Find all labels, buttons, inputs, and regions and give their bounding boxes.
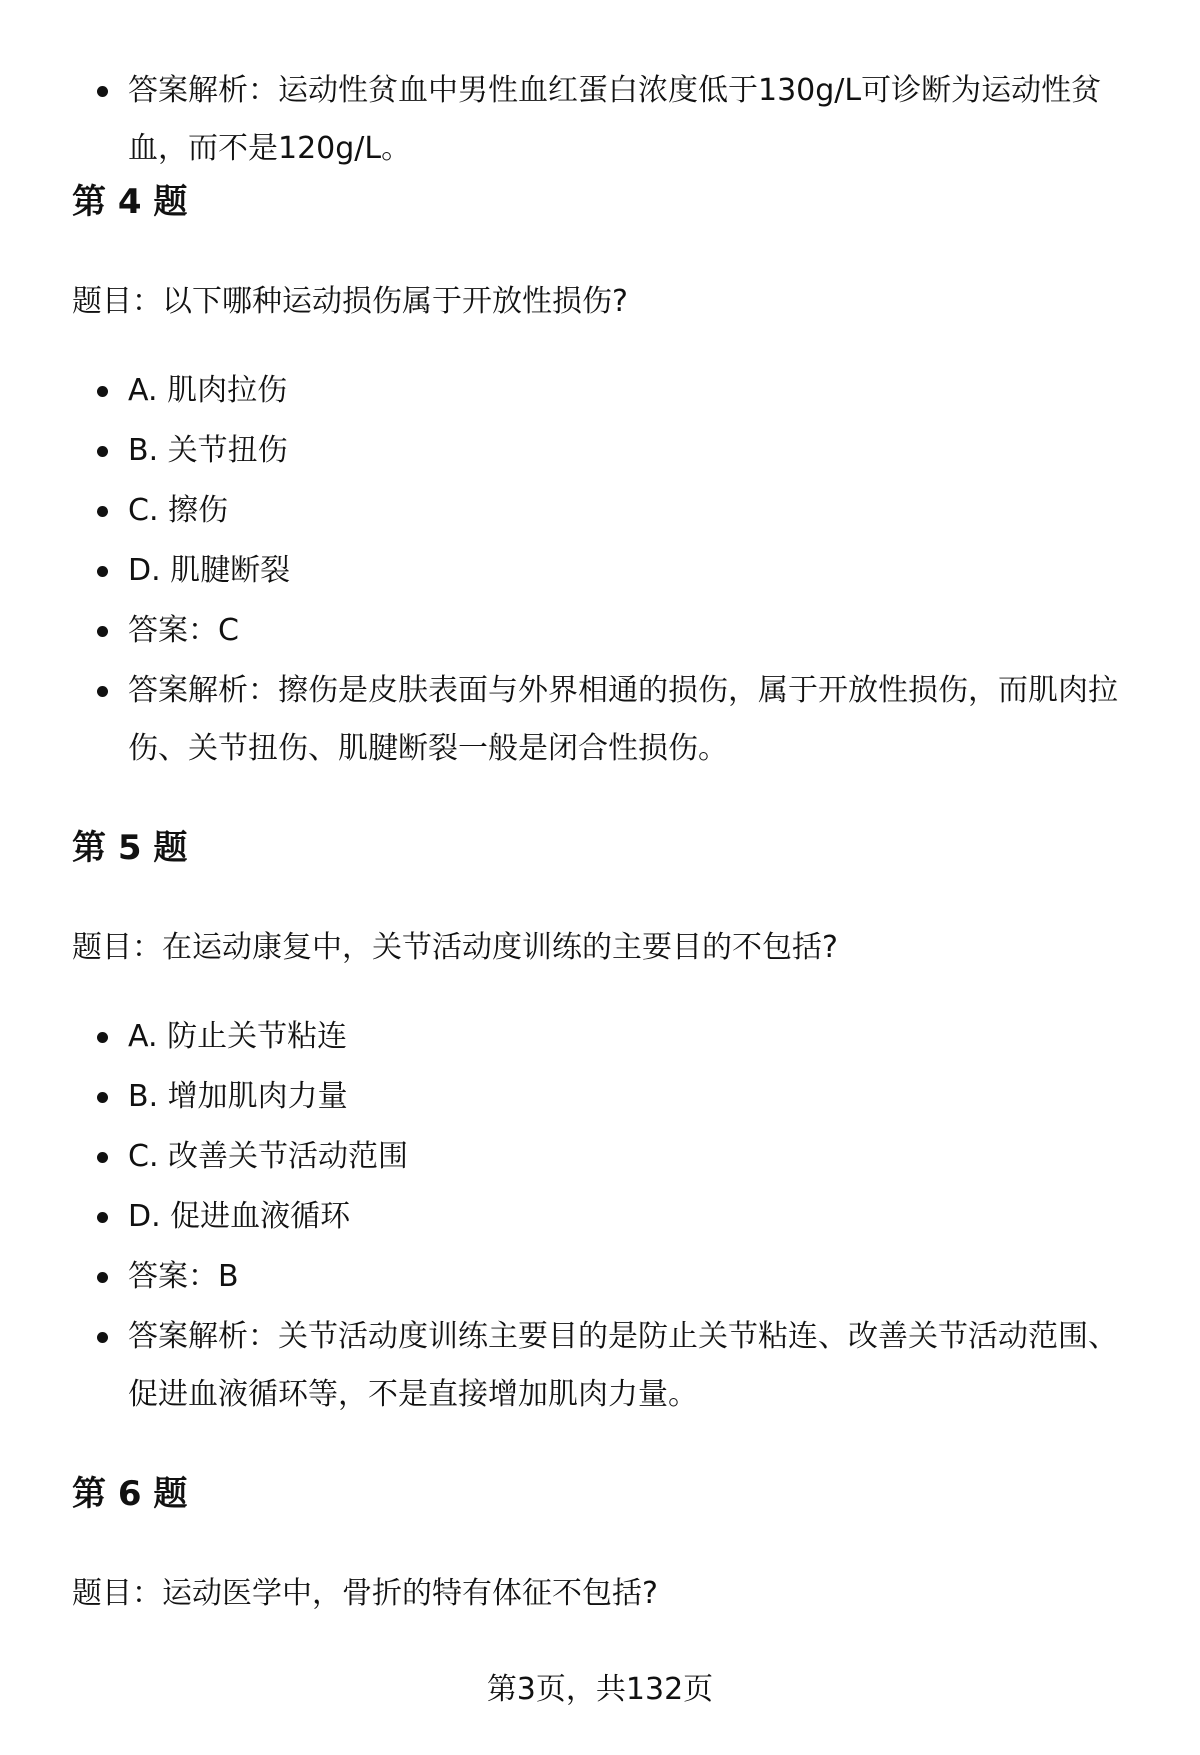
question-6 xyxy=(72,1470,1142,1618)
option-b: B. 关节扭伤 xyxy=(72,422,1142,480)
q3-tail-list xyxy=(72,62,1142,178)
option-c: C. 改善关节活动范围 xyxy=(72,1128,1142,1186)
answer: 答案：C xyxy=(72,602,1142,660)
q3-explanation: 答案解析：运动性贫血中男性血红蛋白浓度低于130g/L可诊断为运动性贫血，而不是120g/L。 xyxy=(72,62,1142,178)
question-heading: 第 5 题 xyxy=(72,828,188,868)
option-b: B. 增加肌肉力量 xyxy=(72,1068,1142,1126)
answer-explanation: 答案解析：关节活动度训练主要目的是防止关节粘连、改善关节活动范围、促进血液循环等，不是直接增加肌肉力量。 xyxy=(72,1308,1142,1424)
page-content xyxy=(72,62,1142,1664)
question-stem: 题目：在运动康复中，关节活动度训练的主要目的不包括? xyxy=(72,930,838,965)
question-options xyxy=(72,1008,1142,1424)
question-5 xyxy=(72,824,1142,1424)
answer-explanation: 答案解析：擦伤是皮肤表面与外界相通的损伤，属于开放性损伤，而肌肉拉伤、关节扭伤、肌腱断裂一般是闭合性损伤。 xyxy=(72,662,1142,778)
question-heading: 第 4 题 xyxy=(72,182,188,222)
option-c: C. 擦伤 xyxy=(72,482,1142,540)
option-a: A. 肌肉拉伤 xyxy=(72,362,1142,420)
option-d: D. 促进血液循环 xyxy=(72,1188,1142,1246)
question-options xyxy=(72,362,1142,778)
question-stem: 题目：运动医学中，骨折的特有体征不包括? xyxy=(72,1576,658,1611)
question-heading: 第 6 题 xyxy=(72,1474,188,1514)
page-number: 第3页，共132页 xyxy=(486,1672,714,1707)
answer: 答案：B xyxy=(72,1248,1142,1306)
question-4 xyxy=(72,178,1142,778)
option-d: D. 肌腱断裂 xyxy=(72,542,1142,600)
question-stem: 题目：以下哪种运动损伤属于开放性损伤? xyxy=(72,284,628,319)
option-a: A. 防止关节粘连 xyxy=(72,1008,1142,1066)
